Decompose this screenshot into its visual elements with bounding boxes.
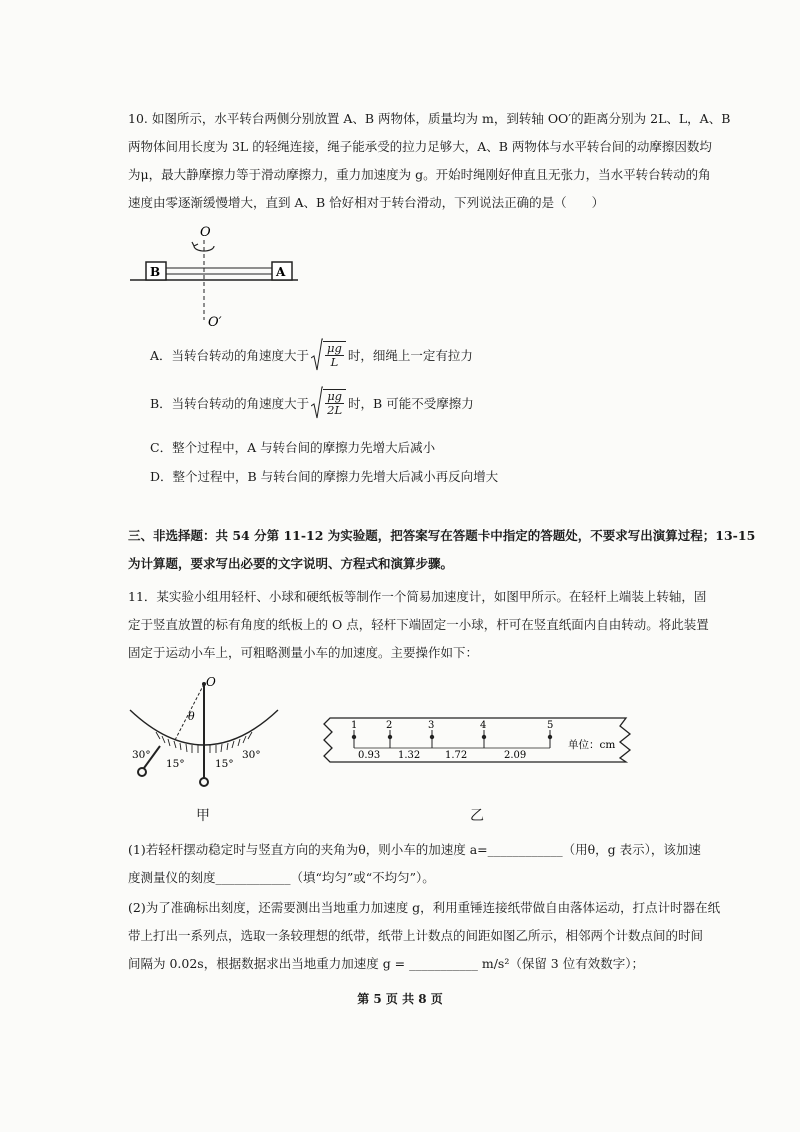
option-b-numerator: μg	[327, 389, 343, 403]
q10-line-1: 10. 如图所示，水平转台两侧分别放置 A、B 两物体，质量均为 m，到转轴 OO′的距离分别为 2L、L，A、B	[128, 111, 731, 126]
tape-points	[354, 730, 550, 748]
point-1: 1	[351, 720, 358, 731]
vertical-ball	[200, 778, 208, 786]
scale-15-left: 15°	[166, 758, 185, 770]
section3-line-1: 三、非选择题：共 54 分第 11-12 为实验题，把答案写在答题卡中指定的答题处，不要求写出演算过程；13-15	[128, 528, 756, 543]
axis-label-o-top: O	[200, 225, 211, 240]
option-a[interactable]	[150, 338, 473, 372]
scale-15-right: 15°	[215, 758, 234, 770]
angle-theta: θ	[188, 710, 195, 723]
section3-line-2: 为计算题，要求写出必要的文字说明、方程式和演算步骤。	[128, 556, 454, 571]
gap-1-2: 0.93	[358, 750, 381, 761]
rope	[166, 268, 272, 274]
q11-line-1: 11．某实验小组用轻杆、小球和硬纸板等制作一个简易加速度计，如图甲所示。在轻杆上端装上转轴，固	[128, 589, 707, 604]
axis-label-o-bottom: O′	[208, 315, 222, 330]
option-d[interactable]: D．整个过程中，B 与转台间的摩擦力先增大后减小再反向增大	[150, 469, 499, 484]
sqrt-b	[311, 386, 346, 420]
option-a-prefix: A．当转台转动的角速度大于	[150, 348, 310, 363]
q11-line-3: 固定于运动小车上，可粗略测量小车的加速度。主要操作如下：	[128, 645, 479, 660]
scale-30-right: 30°	[242, 749, 261, 761]
option-a-suffix: 时，细绳上一定有拉力	[347, 348, 473, 363]
q11-part2-line-1: (2)为了准确标出刻度，还需要测出当地重力加速度 g，利用重锤连接纸带做自由落体运动，打点计时器在纸	[128, 900, 721, 915]
point-5: 5	[547, 720, 554, 731]
pivot-label-o: O	[206, 675, 216, 689]
gap-2-3: 1.32	[398, 750, 421, 761]
q10-line-3: 为μ，最大静摩擦力等于滑动摩擦力，重力加速度为 g。开始时绳刚好伸直且无张力，当水平转台转动的角	[128, 167, 711, 182]
point-3: 3	[428, 720, 435, 731]
sqrt-a	[311, 338, 346, 372]
q11-line-2: 定于竖直放置的标有角度的纸板上的 O 点，轻杆下端固定一小球，杆可在竖直纸面内自由转动。将此装置	[128, 617, 709, 632]
gap-4-5: 2.09	[504, 750, 527, 761]
option-b-suffix: 时，B 可能不受摩擦力	[348, 396, 474, 411]
figure-yi-paper-tape	[320, 712, 640, 772]
option-b[interactable]	[150, 386, 474, 420]
option-b-denominator: 2L	[327, 403, 343, 417]
page-footer: 第 5 页 共 8 页	[357, 992, 443, 1006]
tilted-ball	[138, 768, 146, 776]
option-a-denominator: L	[330, 355, 339, 369]
figure-yi-caption: 乙	[470, 808, 484, 824]
block-b-label: B	[150, 265, 161, 279]
block-a-label: A	[276, 265, 286, 279]
unit-label: 单位：cm	[568, 739, 616, 751]
figure-jia-caption: 甲	[196, 808, 210, 824]
turntable-figure	[120, 222, 320, 332]
option-c[interactable]: C．整个过程中，A 与转台间的摩擦力先增大后减小	[150, 440, 436, 455]
option-a-numerator: μg	[327, 341, 342, 355]
q11-part1-line-1: (1)若轻杆摆动稳定时与竖直方向的夹角为θ，则小车的加速度 a=____________（用θ，g 表示），该加速	[128, 842, 701, 857]
q10-line-2: 两物体间用长度为 3L 的轻绳连接，绳子能承受的拉力足够大，A、B 两物体与水平转台间的动摩擦因数均	[128, 139, 712, 154]
gap-3-4: 1.72	[445, 750, 468, 761]
q11-part1-line-2: 度测量仪的刻度____________（填“均匀”或“不均匀”）。	[128, 870, 435, 885]
q10-line-4: 速度由零逐渐缓慢增大，直到 A、B 恰好相对于转台滑动，下列说法正确的是（ ）	[128, 195, 605, 210]
option-b-prefix: B．当转台转动的角速度大于	[150, 396, 310, 411]
q11-part2-line-3: 间隔为 0.02s，根据数据求出当地重力加速度 g = ___________ m/s²（保留 3 位有效数字）；	[128, 956, 644, 971]
scale-30-left: 30°	[132, 749, 151, 761]
point-2: 2	[386, 720, 393, 731]
figure-jia-accelerometer	[120, 672, 280, 822]
point-4: 4	[480, 720, 487, 731]
q11-part2-line-2: 带上打出一系列点，选取一条较理想的纸带，纸带上计数点的间距如图乙所示，相邻两个计数点间的时间	[128, 928, 704, 943]
